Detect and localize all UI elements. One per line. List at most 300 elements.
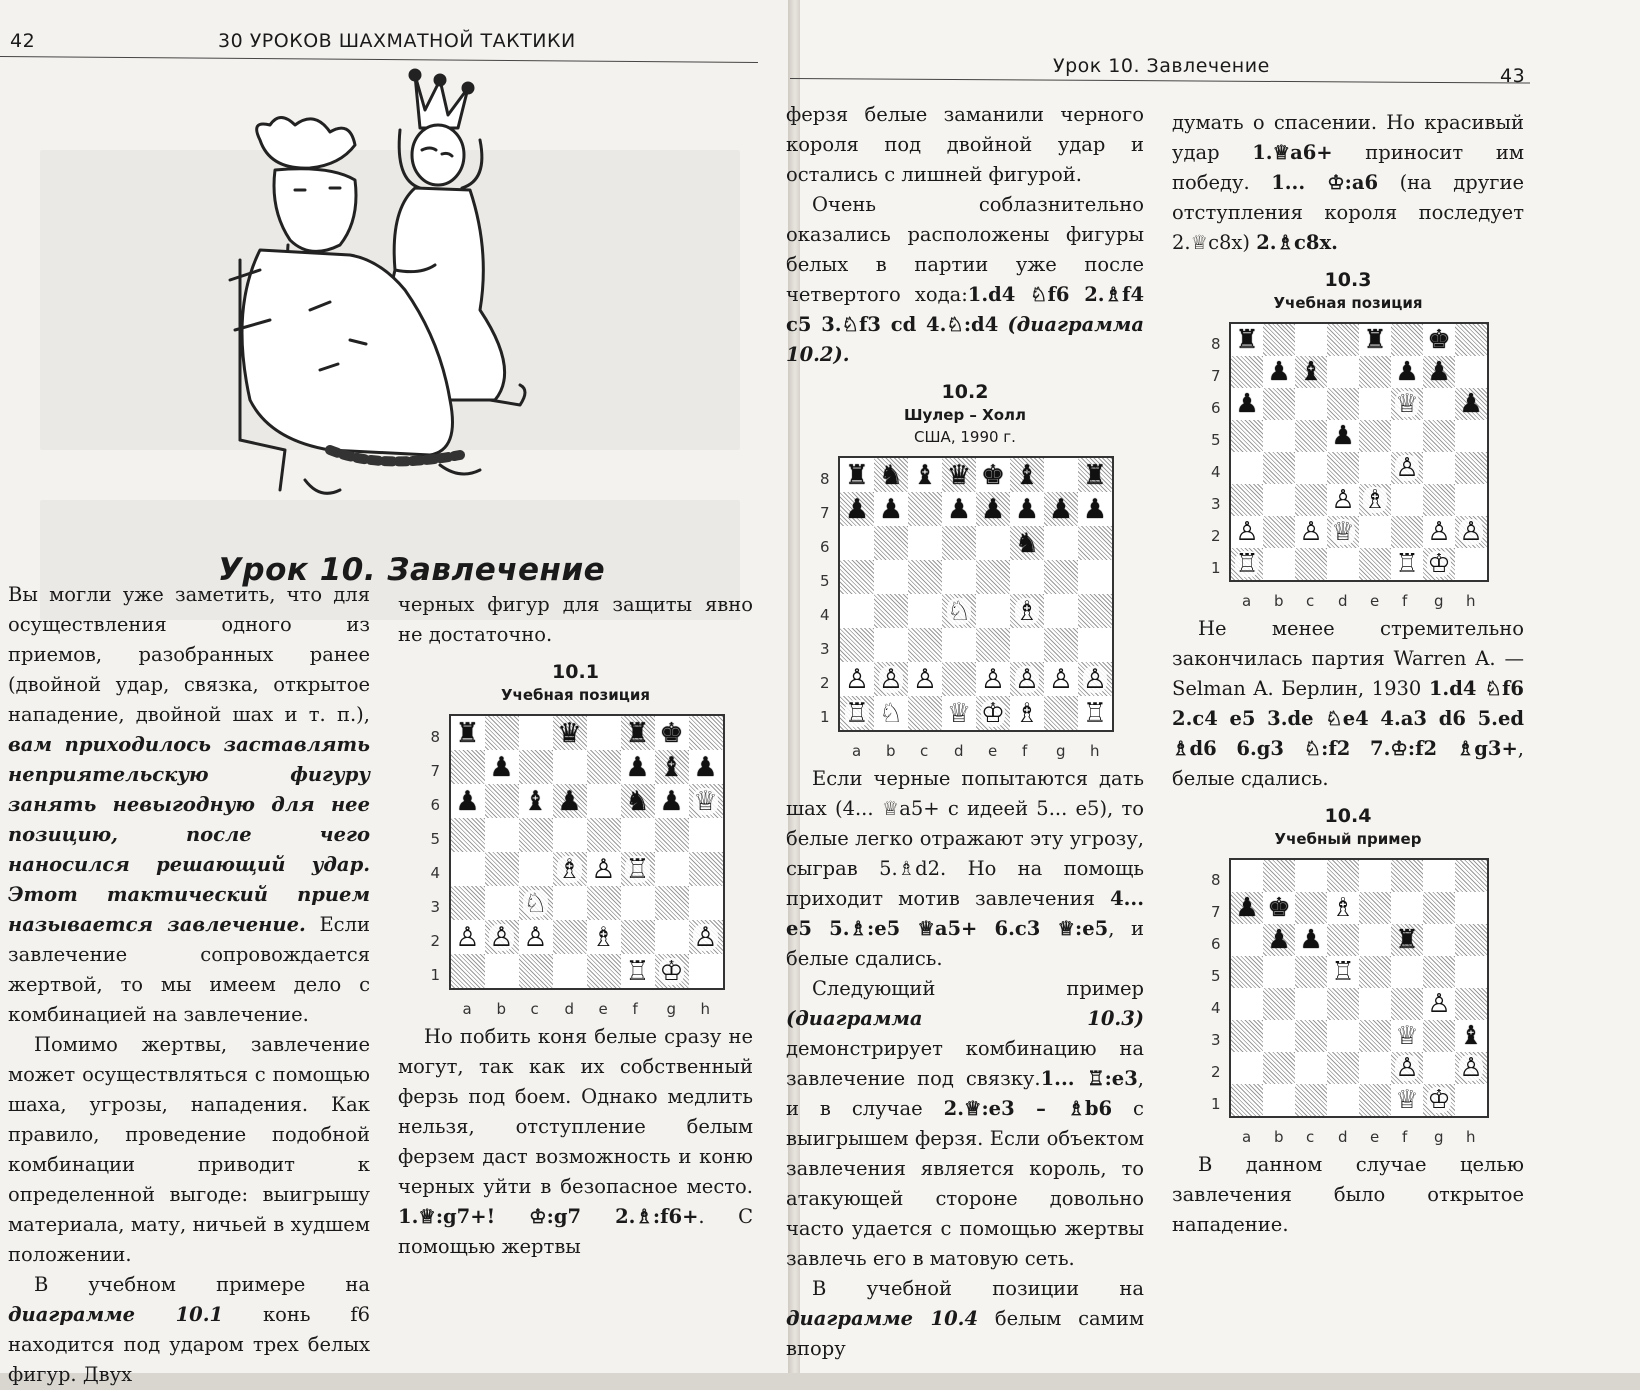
rank-label: 7 [820, 504, 830, 522]
chess-piece: ♙ [1235, 517, 1259, 547]
square-d5 [1327, 420, 1359, 452]
square-b5 [1263, 420, 1295, 452]
running-head: Урок 10. Завлечение [1053, 55, 1270, 77]
square-h6 [1455, 924, 1487, 956]
square-b4 [1263, 988, 1295, 1020]
square-g4 [1423, 452, 1455, 484]
square-g7 [1423, 892, 1455, 924]
square-d4 [553, 852, 587, 886]
square-f2 [1391, 1052, 1423, 1084]
square-e3 [976, 628, 1010, 662]
file-label: g [1434, 1128, 1444, 1146]
rank-label: 2 [1211, 527, 1221, 545]
square-f1 [1010, 696, 1044, 730]
chess-board [1229, 858, 1489, 1118]
square-f3 [1391, 1020, 1423, 1052]
chess-piece: ♗ [557, 853, 582, 885]
rank-label: 5 [820, 572, 830, 590]
square-g5 [1423, 956, 1455, 988]
chess-piece: ♙ [1427, 989, 1451, 1019]
square-f5 [1391, 420, 1423, 452]
chess-board [838, 456, 1114, 732]
chess-piece: ♝ [523, 785, 548, 817]
square-c5 [908, 560, 942, 594]
square-d2 [942, 662, 976, 696]
square-g3 [1423, 484, 1455, 516]
square-b4 [1263, 452, 1295, 484]
header-rule [0, 56, 758, 63]
square-h7 [1455, 356, 1487, 388]
rank-label: 4 [1211, 463, 1221, 481]
rank-label: 8 [1211, 335, 1221, 353]
square-a6 [1231, 388, 1263, 420]
chess-piece: ♟ [1331, 421, 1355, 451]
square-b7 [874, 492, 908, 526]
square-h2 [1078, 662, 1112, 696]
square-c8 [1295, 324, 1327, 356]
square-e8 [587, 716, 621, 750]
square-d3 [942, 628, 976, 662]
diagram-caption: Учебная позиция [1273, 294, 1423, 312]
running-head: 30 УРОКОВ ШАХМАТНОЙ ТАКТИКИ [218, 30, 576, 52]
square-g3 [655, 886, 689, 920]
file-label: e [598, 1000, 608, 1018]
square-d4 [1327, 988, 1359, 1020]
square-a5 [451, 818, 485, 852]
rank-label: 6 [1211, 935, 1221, 953]
square-c5 [519, 818, 553, 852]
square-g2 [655, 920, 689, 954]
square-f6 [1391, 388, 1423, 420]
square-c3 [1295, 484, 1327, 516]
rank-label: 5 [1211, 431, 1221, 449]
chess-piece: ♙ [1014, 663, 1040, 695]
square-f7 [1391, 356, 1423, 388]
square-e1 [1359, 548, 1391, 580]
square-a2 [451, 920, 485, 954]
square-g2 [1423, 516, 1455, 548]
square-e2 [1359, 1052, 1391, 1084]
chess-diagram [814, 456, 1116, 760]
rank-label: 1 [1211, 559, 1221, 577]
square-e8 [1359, 860, 1391, 892]
square-g6 [655, 784, 689, 818]
square-f2 [621, 920, 655, 954]
square-a7 [1231, 356, 1263, 388]
right-column-1 [786, 100, 1144, 1364]
square-g5 [1044, 560, 1078, 594]
chess-board [449, 714, 725, 990]
chess-piece: ♙ [1299, 517, 1323, 547]
chess-piece: ♚ [980, 459, 1006, 491]
file-label: f [632, 1000, 638, 1018]
chess-piece: ♛ [946, 459, 972, 491]
right-page [786, 0, 1640, 1373]
chess-piece: ♜ [1235, 325, 1259, 355]
square-d5 [1327, 956, 1359, 988]
chess-piece: ♟ [1235, 893, 1259, 923]
square-d4 [1327, 452, 1359, 484]
square-g6 [1423, 388, 1455, 420]
square-a5 [840, 560, 874, 594]
file-label: a [462, 1000, 472, 1018]
square-g5 [1423, 420, 1455, 452]
square-c5 [1295, 420, 1327, 452]
square-c8 [519, 716, 553, 750]
square-g4 [1044, 594, 1078, 628]
file-label: d [1338, 1128, 1348, 1146]
square-c8 [1295, 860, 1327, 892]
square-a5 [1231, 956, 1263, 988]
square-d1 [1327, 548, 1359, 580]
chess-piece: ♕ [1395, 1021, 1419, 1051]
paragraph: черных фигур для защиты явно не достаточно. [398, 593, 753, 646]
file-label: h [1090, 742, 1100, 760]
square-h5 [1455, 420, 1487, 452]
square-g8 [1423, 324, 1455, 356]
chess-piece: ♟ [1235, 389, 1259, 419]
square-h6 [689, 784, 723, 818]
chess-piece: ♖ [625, 853, 650, 885]
chess-piece: ♟ [455, 785, 480, 817]
page-number: 43 [1500, 65, 1526, 87]
chess-piece: ♚ [659, 717, 684, 749]
square-g7 [655, 750, 689, 784]
rank-label: 4 [820, 606, 830, 624]
chess-piece: ♟ [489, 751, 514, 783]
rank-label: 3 [430, 898, 441, 916]
square-h8 [1078, 458, 1112, 492]
square-g6 [1044, 526, 1078, 560]
square-f4 [1391, 452, 1423, 484]
chess-piece: ♙ [591, 853, 616, 885]
square-e6 [976, 526, 1010, 560]
square-e4 [1359, 452, 1391, 484]
square-c6 [519, 784, 553, 818]
rank-label: 3 [1211, 495, 1221, 513]
square-b5 [1263, 956, 1295, 988]
square-c4 [1295, 452, 1327, 484]
square-h3 [1078, 628, 1112, 662]
square-e2 [1359, 516, 1391, 548]
square-b7 [1263, 892, 1295, 924]
chess-piece: ♙ [523, 921, 548, 953]
square-h5 [689, 818, 723, 852]
chess-piece: ♜ [625, 717, 650, 749]
rank-label: 6 [1211, 399, 1221, 417]
square-h8 [1455, 324, 1487, 356]
chess-piece: ♙ [489, 921, 514, 953]
square-a7 [840, 492, 874, 526]
square-e1 [587, 954, 621, 988]
square-a4 [840, 594, 874, 628]
chess-piece: ♔ [659, 955, 684, 987]
square-h3 [1455, 1020, 1487, 1052]
rank-label: 1 [820, 708, 830, 726]
square-f6 [621, 784, 655, 818]
square-f3 [1391, 484, 1423, 516]
square-a6 [451, 784, 485, 818]
chess-piece: ♟ [980, 493, 1006, 525]
chess-piece: ♔ [980, 697, 1006, 729]
square-b1 [1263, 1084, 1295, 1116]
rank-label: 8 [820, 470, 830, 488]
square-h7 [1455, 892, 1487, 924]
square-d1 [942, 696, 976, 730]
square-a6 [840, 526, 874, 560]
chess-piece: ♟ [1014, 493, 1040, 525]
chess-piece: ♙ [1395, 453, 1419, 483]
square-b6 [1263, 388, 1295, 420]
paragraph: Но побить коня белые сразу не могут, так как их собственный ферзь под боем. Однако медлить нельзя, отступление белым ферзем даст возможность и коню черных уйти в безопасное место. 1.♕:g7+! ♔:g7 2.♗:f6+. С помощью жертвы [398, 1025, 753, 1258]
square-h4 [689, 852, 723, 886]
square-d1 [553, 954, 587, 988]
square-h2 [1455, 516, 1487, 548]
square-d8 [1327, 324, 1359, 356]
rank-label: 1 [1211, 1095, 1221, 1113]
square-g6 [1423, 924, 1455, 956]
square-a1 [840, 696, 874, 730]
square-b7 [1263, 356, 1295, 388]
square-h5 [1455, 956, 1487, 988]
square-h4 [1455, 988, 1487, 1020]
chess-piece: ♞ [1014, 527, 1040, 559]
square-g3 [1423, 1020, 1455, 1052]
square-a8 [840, 458, 874, 492]
square-c7 [1295, 892, 1327, 924]
chess-piece: ♕ [1331, 517, 1355, 547]
chess-piece: ♔ [1427, 549, 1451, 579]
square-a3 [1231, 1020, 1263, 1052]
diagram-number: 10.3 [1324, 269, 1372, 291]
diagram-caption: Учебная позиция [500, 686, 650, 704]
square-d7 [942, 492, 976, 526]
chess-piece: ♖ [1331, 957, 1355, 987]
rank-label: 5 [1211, 967, 1221, 985]
square-e6 [1359, 388, 1391, 420]
file-label: a [1242, 1128, 1252, 1146]
square-g3 [1044, 628, 1078, 662]
square-b2 [485, 920, 519, 954]
diagram-number: 10.4 [1324, 805, 1372, 827]
square-a7 [1231, 892, 1263, 924]
square-b3 [1263, 484, 1295, 516]
square-h6 [1078, 526, 1112, 560]
rank-label: 2 [820, 674, 830, 692]
square-b1 [485, 954, 519, 988]
square-d5 [942, 560, 976, 594]
file-label: b [1274, 592, 1284, 610]
square-h1 [1078, 696, 1112, 730]
file-label: h [1466, 592, 1476, 610]
chess-piece: ♙ [1048, 663, 1074, 695]
square-a2 [840, 662, 874, 696]
square-g5 [655, 818, 689, 852]
rank-label: 8 [430, 728, 441, 746]
file-label: a [1242, 592, 1252, 610]
square-d2 [1327, 1052, 1359, 1084]
square-f8 [1010, 458, 1044, 492]
chess-piece: ♗ [1014, 697, 1040, 729]
square-f7 [621, 750, 655, 784]
square-f5 [1391, 956, 1423, 988]
square-c7 [908, 492, 942, 526]
chess-diagram [1205, 322, 1491, 610]
square-g8 [1044, 458, 1078, 492]
square-d6 [553, 784, 587, 818]
square-c4 [1295, 988, 1327, 1020]
chess-piece: ♙ [1459, 517, 1483, 547]
square-e7 [587, 750, 621, 784]
chess-diagram [1205, 858, 1491, 1146]
square-c2 [1295, 516, 1327, 548]
chess-piece: ♟ [1459, 389, 1483, 419]
square-b1 [874, 696, 908, 730]
square-e7 [1359, 356, 1391, 388]
chess-piece: ♙ [1331, 485, 1355, 515]
square-e7 [1359, 892, 1391, 924]
square-h3 [689, 886, 723, 920]
square-h1 [689, 954, 723, 988]
square-d6 [1327, 924, 1359, 956]
square-e6 [1359, 924, 1391, 956]
square-b6 [1263, 924, 1295, 956]
chess-piece: ♟ [878, 493, 904, 525]
file-label: h [700, 1000, 711, 1018]
square-a1 [1231, 1084, 1263, 1116]
square-g7 [1044, 492, 1078, 526]
left-column-1 [8, 580, 370, 1390]
square-e5 [1359, 956, 1391, 988]
chess-piece: ♗ [1363, 485, 1387, 515]
square-g4 [1423, 988, 1455, 1020]
rank-label: 3 [820, 640, 830, 658]
square-g4 [655, 852, 689, 886]
square-e7 [976, 492, 1010, 526]
chess-piece: ♟ [1082, 493, 1108, 525]
right-column-2 [1172, 108, 1524, 1240]
file-label: f [1402, 1128, 1408, 1146]
square-e3 [1359, 484, 1391, 516]
square-a8 [451, 716, 485, 750]
file-label: e [1370, 1128, 1380, 1146]
square-c6 [1295, 388, 1327, 420]
square-b8 [1263, 324, 1295, 356]
file-label: f [1402, 592, 1408, 610]
chess-piece: ♕ [1395, 389, 1419, 419]
file-label: e [988, 742, 998, 760]
diagram-caption: Шулер – Холл [904, 406, 1026, 424]
paragraph: Очень соблазнительно оказались расположены фигуры белых в партии уже после четвертого хода:1.d4 ♘f6 2.♗f4 c5 3.♘f3 cd 4.♘:d4 (диаграмма 10.2). [786, 193, 1145, 366]
square-c6 [1295, 924, 1327, 956]
square-f6 [1391, 924, 1423, 956]
paragraph: В данном случае целью завлечения было открытое нападение. [1172, 1153, 1524, 1236]
square-e1 [976, 696, 1010, 730]
square-a3 [1231, 484, 1263, 516]
square-b5 [874, 560, 908, 594]
square-b8 [485, 716, 519, 750]
chess-piece: ♙ [844, 663, 870, 695]
square-f2 [1010, 662, 1044, 696]
square-a1 [1231, 548, 1263, 580]
square-e5 [1359, 420, 1391, 452]
chess-piece: ♟ [1267, 357, 1291, 387]
square-b2 [874, 662, 908, 696]
square-b2 [1263, 516, 1295, 548]
chess-piece: ♙ [1395, 1053, 1419, 1083]
square-d5 [553, 818, 587, 852]
square-h6 [1455, 388, 1487, 420]
file-label: d [564, 1000, 575, 1018]
chess-piece: ♘ [878, 697, 904, 729]
square-c1 [908, 696, 942, 730]
chess-piece: ♖ [625, 955, 650, 987]
chess-piece: ♟ [1048, 493, 1074, 525]
square-d7 [1327, 356, 1359, 388]
chess-piece: ♜ [1363, 325, 1387, 355]
square-f1 [621, 954, 655, 988]
square-f8 [1391, 324, 1423, 356]
file-label: b [496, 1000, 507, 1018]
chess-piece: ♝ [1299, 357, 1323, 387]
square-g2 [1423, 1052, 1455, 1084]
square-b3 [874, 628, 908, 662]
chess-piece: ♙ [912, 663, 938, 695]
chess-piece: ♟ [844, 493, 870, 525]
king-queen-illustration [190, 70, 590, 510]
square-f7 [1391, 892, 1423, 924]
chess-piece: ♙ [1427, 517, 1451, 547]
chess-piece: ♖ [1395, 549, 1419, 579]
square-a4 [451, 852, 485, 886]
square-h2 [1455, 1052, 1487, 1084]
chess-piece: ♔ [1427, 1085, 1451, 1115]
square-d8 [1327, 860, 1359, 892]
chess-piece: ♙ [878, 663, 904, 695]
chess-piece: ♙ [1082, 663, 1108, 695]
square-e2 [976, 662, 1010, 696]
square-c5 [1295, 956, 1327, 988]
square-e3 [1359, 1020, 1391, 1052]
chess-piece: ♗ [1014, 595, 1040, 627]
square-c2 [519, 920, 553, 954]
rank-label: 7 [1211, 367, 1221, 385]
chess-piece: ♜ [455, 717, 480, 749]
rank-label: 6 [430, 796, 441, 814]
square-d6 [942, 526, 976, 560]
header-rule [790, 78, 1530, 84]
square-h7 [689, 750, 723, 784]
square-f7 [1010, 492, 1044, 526]
square-b6 [874, 526, 908, 560]
chess-piece: ♖ [1082, 697, 1108, 729]
square-f3 [621, 886, 655, 920]
rank-label: 7 [430, 762, 441, 780]
chess-diagram [425, 714, 727, 1018]
square-b2 [1263, 1052, 1295, 1084]
diagram-number: 10.2 [941, 381, 989, 403]
square-g2 [1044, 662, 1078, 696]
square-e8 [1359, 324, 1391, 356]
square-b4 [485, 852, 519, 886]
paragraph: Помимо жертвы, завлечение может осуществляться с помощью шаха, угрозы, нападения. Как правило, проведение подобной комбинации приводит к определенной выгоде: выигрышу материала, мату, ничьей в худшем положении. [8, 1033, 370, 1266]
file-label: c [1306, 592, 1315, 610]
chess-piece: ♛ [557, 717, 582, 749]
file-label: d [1338, 592, 1348, 610]
square-f8 [1391, 860, 1423, 892]
chess-piece: ♟ [1395, 357, 1419, 387]
file-label: d [954, 742, 964, 760]
